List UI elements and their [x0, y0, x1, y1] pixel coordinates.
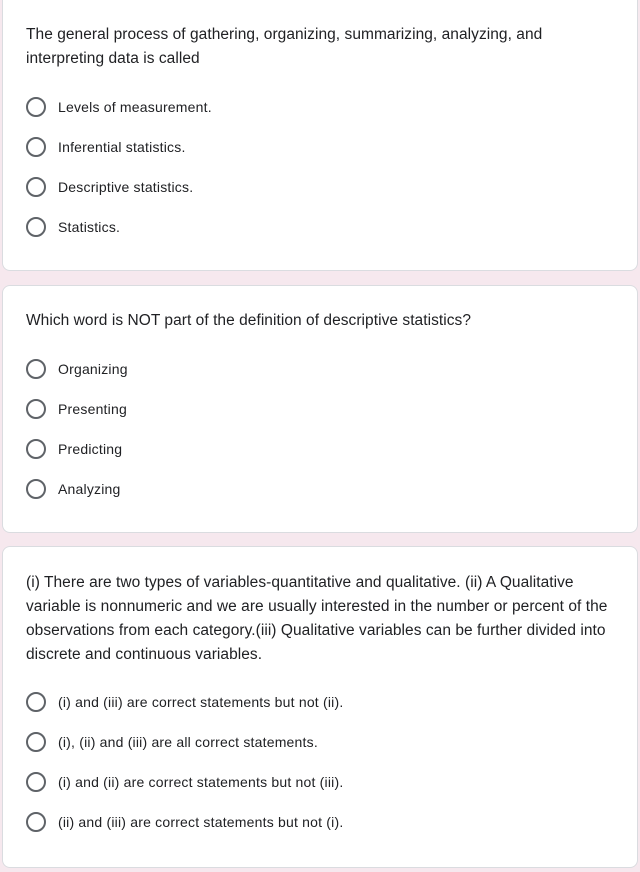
radio-unchecked-icon[interactable] [26, 137, 46, 157]
radio-unchecked-icon[interactable] [26, 439, 46, 459]
option-label: (ii) and (iii) are correct statements but not (i). [58, 814, 344, 830]
option-label: Inferential statistics. [58, 139, 186, 155]
option-levels-of-measurement[interactable] [26, 95, 212, 119]
option-label: (i) and (ii) are correct statements but not (iii). [58, 774, 344, 790]
question-card-1 [2, 0, 638, 271]
option-all-correct[interactable] [26, 730, 318, 754]
option-label: Statistics. [58, 219, 121, 235]
radio-unchecked-icon[interactable] [26, 772, 46, 792]
option-ii-and-iii[interactable] [26, 810, 343, 834]
option-label: Analyzing [58, 481, 121, 497]
question-title: Which word is NOT part of the definition of descriptive statistics? [26, 312, 471, 329]
option-presenting[interactable] [26, 397, 127, 421]
radio-unchecked-icon[interactable] [26, 399, 46, 419]
option-organizing[interactable] [26, 357, 128, 381]
question-title: (i) There are two types of variables-quantitative and qualitative. (ii) A Qualitative variable is nonnumeric and we are usually interested in the number or percent of the observations from each category.(iii) Qualitative variables can be further divided into discrete and continuous variables. [26, 574, 608, 663]
radio-unchecked-icon[interactable] [26, 812, 46, 832]
question-card-2 [2, 285, 638, 533]
option-inferential-statistics[interactable] [26, 135, 186, 159]
option-statistics[interactable] [26, 215, 120, 239]
option-label: Presenting [58, 401, 127, 417]
radio-unchecked-icon[interactable] [26, 177, 46, 197]
radio-unchecked-icon[interactable] [26, 97, 46, 117]
radio-unchecked-icon[interactable] [26, 359, 46, 379]
option-i-and-ii[interactable] [26, 770, 343, 794]
radio-unchecked-icon[interactable] [26, 692, 46, 712]
option-label: Organizing [58, 361, 128, 377]
option-i-and-iii[interactable] [26, 690, 343, 714]
radio-unchecked-icon[interactable] [26, 217, 46, 237]
option-label: Predicting [58, 441, 123, 457]
radio-unchecked-icon[interactable] [26, 732, 46, 752]
option-predicting[interactable] [26, 437, 122, 461]
option-analyzing[interactable] [26, 477, 121, 501]
option-label: Descriptive statistics. [58, 179, 194, 195]
option-label: Levels of measurement. [58, 99, 212, 115]
option-descriptive-statistics[interactable] [26, 175, 193, 199]
question-card-3 [2, 546, 638, 868]
radio-unchecked-icon[interactable] [26, 479, 46, 499]
option-label: (i) and (iii) are correct statements but not (ii). [58, 694, 344, 710]
question-title: The general process of gathering, organizing, summarizing, analyzing, and interpreting data is called [26, 26, 543, 67]
option-label: (i), (ii) and (iii) are all correct statements. [58, 734, 318, 750]
